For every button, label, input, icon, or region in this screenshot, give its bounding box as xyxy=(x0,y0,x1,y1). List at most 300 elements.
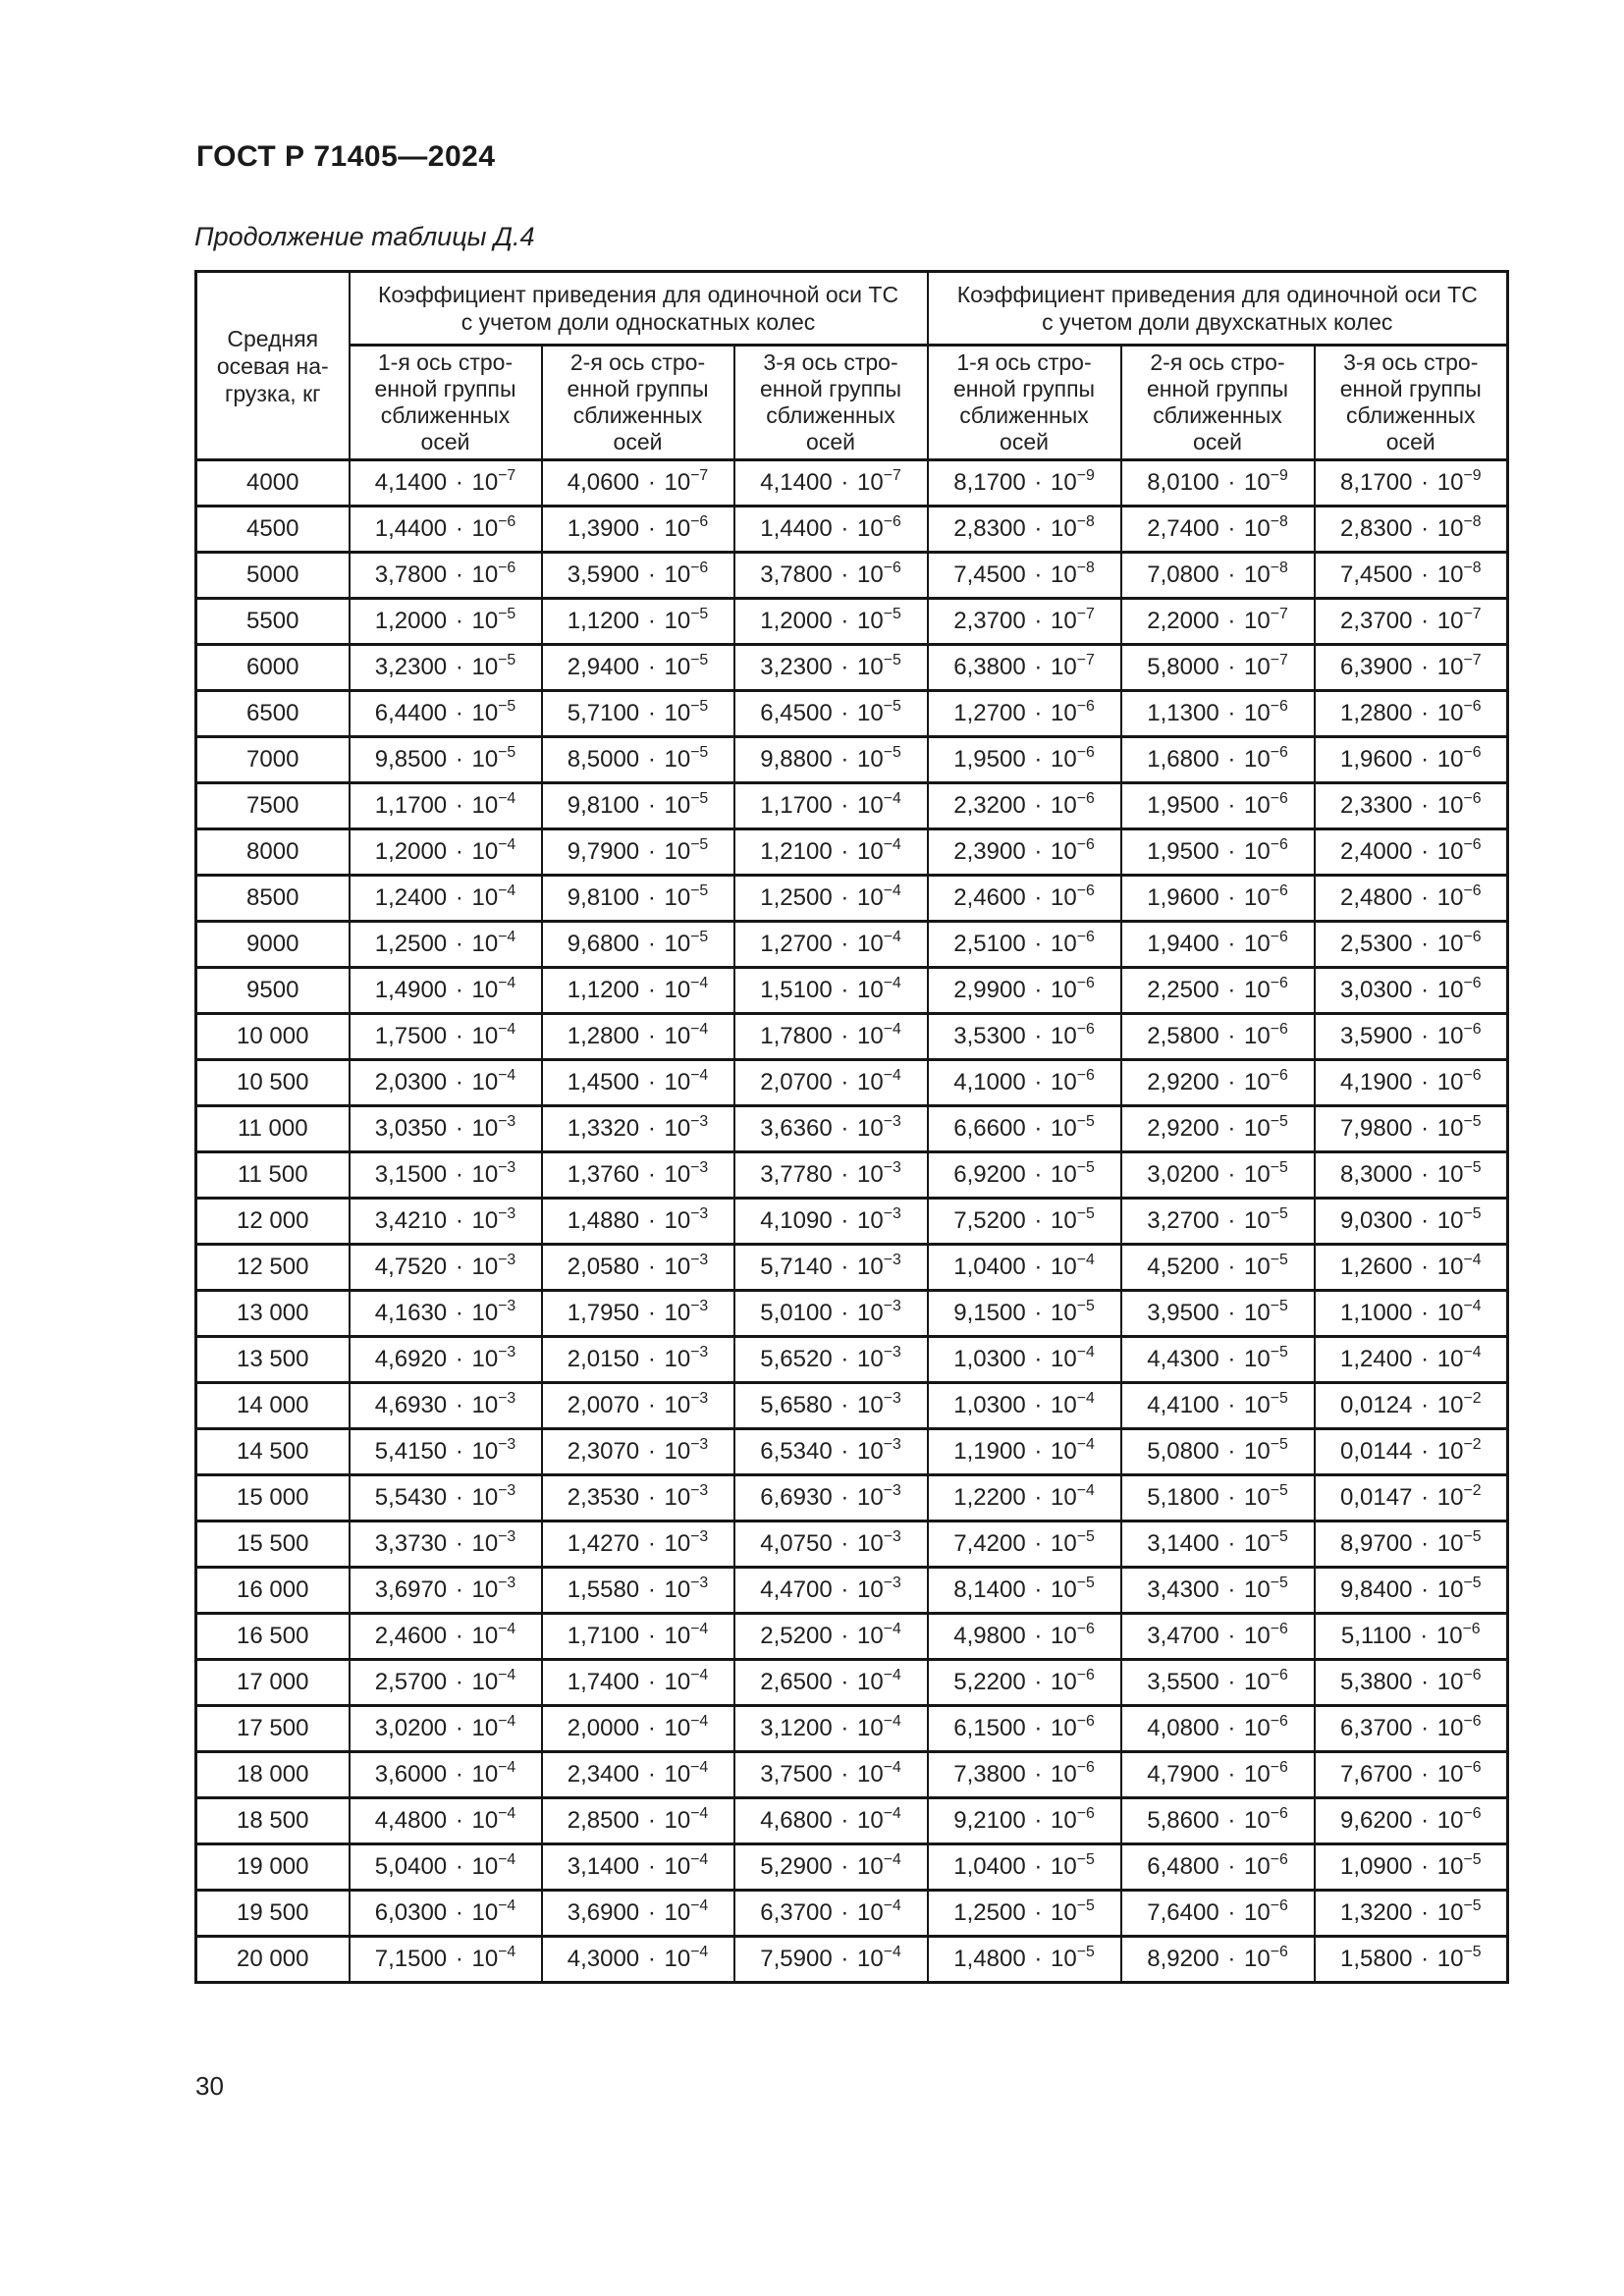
axle-load-cell: 7500 xyxy=(196,783,350,829)
table-row xyxy=(196,1429,1508,1475)
coefficient-cell: $4,1900 \cdot 10^{-6}$ xyxy=(1315,1060,1508,1106)
coefficient-cell: $6,4400 \cdot 10^{-5}$ xyxy=(350,691,542,737)
coefficient-cell: $2,8500 \cdot 10^{-4}$ xyxy=(542,1798,734,1844)
axle-load-cell: 14 500 xyxy=(196,1429,350,1475)
coefficient-cell: $1,2400 \cdot 10^{-4}$ xyxy=(350,876,542,922)
coefficient-cell: $2,5100 \cdot 10^{-6}$ xyxy=(928,922,1121,968)
coefficient-cell: $6,9200 \cdot 10^{-5}$ xyxy=(928,1152,1121,1199)
coefficient-cell: $1,9500 \cdot 10^{-6}$ xyxy=(1121,829,1315,876)
coefficient-cell: $4,3000 \cdot 10^{-4}$ xyxy=(542,1937,734,1983)
axle-load-cell: 15 500 xyxy=(196,1522,350,1568)
header-line: сближенных xyxy=(1153,402,1282,428)
coefficient-cell: $1,1000 \cdot 10^{-4}$ xyxy=(1315,1291,1508,1337)
coefficient-cell: $0,0147 \cdot 10^{-2}$ xyxy=(1315,1475,1508,1522)
group-header-dual-tire xyxy=(928,272,1508,346)
coefficient-cell: $3,7780 \cdot 10^{-3}$ xyxy=(734,1152,928,1199)
coefficient-cell: $7,4500 \cdot 10^{-8}$ xyxy=(1315,553,1508,599)
coefficient-cell: $4,5200 \cdot 10^{-5}$ xyxy=(1121,1245,1315,1291)
coefficient-cell: $1,0400 \cdot 10^{-5}$ xyxy=(928,1844,1121,1891)
coefficient-cell: $8,3000 \cdot 10^{-5}$ xyxy=(1315,1152,1508,1199)
coefficient-cell: $3,1400 \cdot 10^{-4}$ xyxy=(542,1844,734,1891)
axle-load-cell: 8000 xyxy=(196,829,350,876)
header-line: енной группы xyxy=(1146,376,1289,401)
coefficient-cell: $4,1000 \cdot 10^{-6}$ xyxy=(928,1060,1121,1106)
coefficient-cell: $6,3700 \cdot 10^{-6}$ xyxy=(1315,1706,1508,1752)
coefficient-cell: $4,0600 \cdot 10^{-7}$ xyxy=(542,460,734,507)
coefficient-cell: $3,5300 \cdot 10^{-6}$ xyxy=(928,1014,1121,1060)
coefficient-cell: $3,0350 \cdot 10^{-3}$ xyxy=(350,1106,542,1152)
coefficient-cell: $4,4800 \cdot 10^{-4}$ xyxy=(350,1798,542,1844)
coefficient-cell: $8,0100 \cdot 10^{-9}$ xyxy=(1121,460,1315,507)
header-line: осей xyxy=(806,429,855,454)
coefficient-cell: $7,0800 \cdot 10^{-8}$ xyxy=(1121,553,1315,599)
header-line: 2-я ось стро- xyxy=(1150,349,1285,375)
coefficient-cell: $3,7500 \cdot 10^{-4}$ xyxy=(734,1752,928,1798)
coefficient-cell: $9,1500 \cdot 10^{-5}$ xyxy=(928,1291,1121,1337)
coefficient-cell: $3,3730 \cdot 10^{-3}$ xyxy=(350,1522,542,1568)
header-line: 2-я ось стро- xyxy=(569,349,706,375)
coefficient-cell: $8,5000 \cdot 10^{-5}$ xyxy=(542,737,734,783)
coefficient-cell: $4,1630 \cdot 10^{-3}$ xyxy=(350,1291,542,1337)
coefficient-cell: $5,2200 \cdot 10^{-6}$ xyxy=(928,1660,1121,1706)
coefficient-cell: $1,4400 \cdot 10^{-6}$ xyxy=(350,507,542,553)
coefficient-cell: $9,8800 \cdot 10^{-5}$ xyxy=(734,737,928,783)
coefficient-cell: $2,5200 \cdot 10^{-4}$ xyxy=(734,1614,928,1660)
coefficient-cell: $1,7800 \cdot 10^{-4}$ xyxy=(734,1014,928,1060)
coefficient-cell: $2,4800 \cdot 10^{-6}$ xyxy=(1315,876,1508,922)
coefficient-cell: $2,9400 \cdot 10^{-5}$ xyxy=(542,645,734,691)
coefficient-cell: $3,6000 \cdot 10^{-4}$ xyxy=(350,1752,542,1798)
axle-load-cell: 20 000 xyxy=(196,1937,350,1983)
coefficient-cell: $5,5430 \cdot 10^{-3}$ xyxy=(350,1475,542,1522)
coefficient-cell: $1,1900 \cdot 10^{-4}$ xyxy=(928,1429,1121,1475)
coefficient-cell: $9,2100 \cdot 10^{-6}$ xyxy=(928,1798,1121,1844)
coefficient-cell: $2,3530 \cdot 10^{-3}$ xyxy=(542,1475,734,1522)
axle-load-cell: 4000 xyxy=(196,460,350,507)
coefficient-cell: $3,5900 \cdot 10^{-6}$ xyxy=(1315,1014,1508,1060)
coefficient-cell: $7,4200 \cdot 10^{-5}$ xyxy=(928,1522,1121,1568)
coefficient-cell: $1,9600 \cdot 10^{-6}$ xyxy=(1315,737,1508,783)
coefficient-cell: $6,3800 \cdot 10^{-7}$ xyxy=(928,645,1121,691)
coefficient-cell: $1,7100 \cdot 10^{-4}$ xyxy=(542,1614,734,1660)
coefficient-cell: $8,9700 \cdot 10^{-5}$ xyxy=(1315,1522,1508,1568)
coefficient-cell: $3,2700 \cdot 10^{-5}$ xyxy=(1121,1199,1315,1245)
coefficient-cell: $1,7950 \cdot 10^{-3}$ xyxy=(542,1291,734,1337)
coefficient-cell: $6,6600 \cdot 10^{-5}$ xyxy=(928,1106,1121,1152)
axle-load-cell: 10 000 xyxy=(196,1014,350,1060)
coefficient-cell: $1,9500 \cdot 10^{-6}$ xyxy=(1121,783,1315,829)
coefficient-cell: $2,3400 \cdot 10^{-4}$ xyxy=(542,1752,734,1798)
header-line: осей xyxy=(1385,429,1435,454)
table-row xyxy=(196,1752,1508,1798)
header-line: сближенных xyxy=(959,402,1089,428)
coefficient-cell: $5,2900 \cdot 10^{-4}$ xyxy=(734,1844,928,1891)
coefficient-cell: $1,0900 \cdot 10^{-5}$ xyxy=(1315,1844,1508,1891)
table-row xyxy=(196,1383,1508,1429)
axle-load-cell: 14 000 xyxy=(196,1383,350,1429)
table-row xyxy=(196,1291,1508,1337)
header-line: сближенных xyxy=(766,402,895,428)
coefficient-cell: $1,9600 \cdot 10^{-6}$ xyxy=(1121,876,1315,922)
coefficient-cell: $7,3800 \cdot 10^{-6}$ xyxy=(928,1752,1121,1798)
table-row xyxy=(196,1706,1508,1752)
coefficient-cell: $2,8300 \cdot 10^{-8}$ xyxy=(928,507,1121,553)
coefficient-cell: $1,4900 \cdot 10^{-4}$ xyxy=(350,968,542,1014)
coefficient-cell: $3,0300 \cdot 10^{-6}$ xyxy=(1315,968,1508,1014)
axle-load-cell: 5000 xyxy=(196,553,350,599)
coefficient-cell: $8,9200 \cdot 10^{-6}$ xyxy=(1121,1937,1315,1983)
axle-load-cell: 17 000 xyxy=(196,1660,350,1706)
coefficient-cell: $4,6800 \cdot 10^{-4}$ xyxy=(734,1798,928,1844)
axle-load-cell: 8500 xyxy=(196,876,350,922)
coefficient-cell: $1,6800 \cdot 10^{-6}$ xyxy=(1121,737,1315,783)
coefficient-cell: $1,2000 \cdot 10^{-5}$ xyxy=(350,599,542,645)
coefficient-cell: $9,8100 \cdot 10^{-5}$ xyxy=(542,876,734,922)
table-continuation-caption: Продолжение таблицы Д.4 xyxy=(194,222,535,251)
coefficient-cell: $6,1500 \cdot 10^{-6}$ xyxy=(928,1706,1121,1752)
table-row xyxy=(196,553,1508,599)
coefficient-cell: $1,3760 \cdot 10^{-3}$ xyxy=(542,1152,734,1199)
coefficient-cell: $1,2000 \cdot 10^{-4}$ xyxy=(350,829,542,876)
header-line: осевая на- xyxy=(216,352,329,379)
table-row xyxy=(196,922,1508,968)
coefficient-cell: $9,7900 \cdot 10^{-5}$ xyxy=(542,829,734,876)
coefficient-cell: $4,4100 \cdot 10^{-5}$ xyxy=(1121,1383,1315,1429)
coefficient-cell: $2,9900 \cdot 10^{-6}$ xyxy=(928,968,1121,1014)
coefficient-cell: $3,0200 \cdot 10^{-4}$ xyxy=(350,1706,542,1752)
coefficient-cell: $3,4700 \cdot 10^{-6}$ xyxy=(1121,1614,1315,1660)
coefficient-cell: $5,0800 \cdot 10^{-5}$ xyxy=(1121,1429,1315,1475)
header-line: енной группы xyxy=(1339,376,1482,401)
header-line: сближенных xyxy=(572,402,703,428)
coefficient-cell: $4,7520 \cdot 10^{-3}$ xyxy=(350,1245,542,1291)
axle-load-cell: 13 000 xyxy=(196,1291,350,1337)
axle-load-cell: 6500 xyxy=(196,691,350,737)
coefficient-cell: $2,3300 \cdot 10^{-6}$ xyxy=(1315,783,1508,829)
coefficient-cell: $1,5580 \cdot 10^{-3}$ xyxy=(542,1568,734,1614)
coefficient-cell: $1,0300 \cdot 10^{-4}$ xyxy=(928,1383,1121,1429)
table-row xyxy=(196,1060,1508,1106)
coefficient-cell: $9,6800 \cdot 10^{-5}$ xyxy=(542,922,734,968)
coefficient-cell: $2,2500 \cdot 10^{-6}$ xyxy=(1121,968,1315,1014)
table-row xyxy=(196,968,1508,1014)
coefficient-cell: $3,6360 \cdot 10^{-3}$ xyxy=(734,1106,928,1152)
axle-load-cell: 15 000 xyxy=(196,1475,350,1522)
header-line: грузка, кг xyxy=(224,380,321,406)
coefficient-cell: $7,1500 \cdot 10^{-4}$ xyxy=(350,1937,542,1983)
axle-load-cell: 18 500 xyxy=(196,1798,350,1844)
table-row xyxy=(196,1152,1508,1199)
table-row xyxy=(196,876,1508,922)
coefficient-cell: $5,7140 \cdot 10^{-3}$ xyxy=(734,1245,928,1291)
table-header xyxy=(196,272,1508,460)
coefficient-cell: $2,3700 \cdot 10^{-7}$ xyxy=(1315,599,1508,645)
coefficient-cell: $1,2700 \cdot 10^{-4}$ xyxy=(734,922,928,968)
coefficient-cell: $1,7400 \cdot 10^{-4}$ xyxy=(542,1660,734,1706)
coefficient-cell: $5,1800 \cdot 10^{-5}$ xyxy=(1121,1475,1315,1522)
coefficient-cell: $1,4880 \cdot 10^{-3}$ xyxy=(542,1199,734,1245)
table-row xyxy=(196,691,1508,737)
header-line: 1-я ось стро- xyxy=(956,349,1092,375)
coefficient-cell: $3,4300 \cdot 10^{-5}$ xyxy=(1121,1568,1315,1614)
axle-load-cell: 9500 xyxy=(196,968,350,1014)
coefficient-cell: $3,7800 \cdot 10^{-6}$ xyxy=(350,553,542,599)
header-line: осей xyxy=(613,429,663,454)
coefficient-cell: $8,1700 \cdot 10^{-9}$ xyxy=(1315,460,1508,507)
sub-header-axis-3-single xyxy=(734,346,928,460)
header-line: с учетом доли двухскатных колес xyxy=(1042,309,1393,335)
coefficient-cell: $7,6700 \cdot 10^{-6}$ xyxy=(1315,1752,1508,1798)
coefficient-cell: $7,5200 \cdot 10^{-5}$ xyxy=(928,1199,1121,1245)
coefficient-cell: $9,8100 \cdot 10^{-5}$ xyxy=(542,783,734,829)
coefficient-cell: $4,4700 \cdot 10^{-3}$ xyxy=(734,1568,928,1614)
axle-load-cell: 19 500 xyxy=(196,1891,350,1937)
header-line: 3-я ось стро- xyxy=(1343,349,1479,375)
coefficient-cell: $1,1700 \cdot 10^{-4}$ xyxy=(734,783,928,829)
coefficient-cell: $7,5900 \cdot 10^{-4}$ xyxy=(734,1937,928,1983)
table-row xyxy=(196,1522,1508,1568)
coefficient-cell: $3,1500 \cdot 10^{-3}$ xyxy=(350,1152,542,1199)
coefficient-cell: $1,1200 \cdot 10^{-5}$ xyxy=(542,599,734,645)
table-row xyxy=(196,1475,1508,1522)
coefficient-cell: $4,7900 \cdot 10^{-6}$ xyxy=(1121,1752,1315,1798)
axle-load-cell: 17 500 xyxy=(196,1706,350,1752)
coefficient-cell: $4,1400 \cdot 10^{-7}$ xyxy=(734,460,928,507)
table-row xyxy=(196,1660,1508,1706)
header-line: сближенных xyxy=(1346,402,1476,428)
header-line: с учетом доли односкатных колес xyxy=(460,309,816,335)
coefficient-cell: $6,0300 \cdot 10^{-4}$ xyxy=(350,1891,542,1937)
coefficient-cell: $6,4800 \cdot 10^{-6}$ xyxy=(1121,1844,1315,1891)
coefficient-cell: $2,0580 \cdot 10^{-3}$ xyxy=(542,1245,734,1291)
coefficient-cell: $1,4270 \cdot 10^{-3}$ xyxy=(542,1522,734,1568)
coefficient-cell: $4,4300 \cdot 10^{-5}$ xyxy=(1121,1337,1315,1383)
coefficient-cell: $3,2300 \cdot 10^{-5}$ xyxy=(734,645,928,691)
table-row xyxy=(196,1568,1508,1614)
coefficient-cell: $3,6900 \cdot 10^{-4}$ xyxy=(542,1891,734,1937)
coefficient-cell: $3,6970 \cdot 10^{-3}$ xyxy=(350,1568,542,1614)
header-line: 3-я ось стро- xyxy=(763,349,898,375)
coefficient-cell: $5,7100 \cdot 10^{-5}$ xyxy=(542,691,734,737)
coefficient-cell: $4,0800 \cdot 10^{-6}$ xyxy=(1121,1706,1315,1752)
header-line: енной группы xyxy=(759,376,902,401)
table-body xyxy=(196,460,1508,1983)
coefficient-cell: $4,6920 \cdot 10^{-3}$ xyxy=(350,1337,542,1383)
table-row xyxy=(196,1937,1508,1983)
coefficient-cell: $4,1400 \cdot 10^{-7}$ xyxy=(350,460,542,507)
table-row xyxy=(196,599,1508,645)
coefficient-cell: $1,1300 \cdot 10^{-6}$ xyxy=(1121,691,1315,737)
coefficient-cell: $3,4210 \cdot 10^{-3}$ xyxy=(350,1199,542,1245)
coefficient-cell: $2,4000 \cdot 10^{-6}$ xyxy=(1315,829,1508,876)
coefficient-cell: $2,3200 \cdot 10^{-6}$ xyxy=(928,783,1121,829)
coefficient-cell: $6,6930 \cdot 10^{-3}$ xyxy=(734,1475,928,1522)
group-header-single-tire xyxy=(350,272,928,346)
coefficient-cell: $9,8400 \cdot 10^{-5}$ xyxy=(1315,1568,1508,1614)
table-row xyxy=(196,783,1508,829)
coefficient-cell: $2,7400 \cdot 10^{-8}$ xyxy=(1121,507,1315,553)
coefficient-cell: $2,8300 \cdot 10^{-8}$ xyxy=(1315,507,1508,553)
table-row xyxy=(196,645,1508,691)
coefficient-cell: $2,5300 \cdot 10^{-6}$ xyxy=(1315,922,1508,968)
page-number: 30 xyxy=(195,2071,224,2101)
header-line: осей xyxy=(420,429,470,454)
coefficient-cell: $2,0300 \cdot 10^{-4}$ xyxy=(350,1060,542,1106)
coefficient-cell: $2,0150 \cdot 10^{-3}$ xyxy=(542,1337,734,1383)
coefficient-cell: $5,3800 \cdot 10^{-6}$ xyxy=(1315,1660,1508,1706)
axle-load-cell: 18 000 xyxy=(196,1752,350,1798)
table-row xyxy=(196,460,1508,507)
header-line: Средняя xyxy=(227,325,319,351)
coefficient-cell: $1,9400 \cdot 10^{-6}$ xyxy=(1121,922,1315,968)
axle-load-cell: 11 500 xyxy=(196,1152,350,1199)
coefficient-cell: $3,0200 \cdot 10^{-5}$ xyxy=(1121,1152,1315,1199)
coefficient-cell: $7,4500 \cdot 10^{-8}$ xyxy=(928,553,1121,599)
coefficient-cell: $8,1400 \cdot 10^{-5}$ xyxy=(928,1568,1121,1614)
coefficient-cell: $4,9800 \cdot 10^{-6}$ xyxy=(928,1614,1121,1660)
coefficient-cell: $4,6930 \cdot 10^{-3}$ xyxy=(350,1383,542,1429)
coefficient-cell: $3,2300 \cdot 10^{-5}$ xyxy=(350,645,542,691)
coefficient-cell: $1,2600 \cdot 10^{-4}$ xyxy=(1315,1245,1508,1291)
coefficient-cell: $7,6400 \cdot 10^{-6}$ xyxy=(1121,1891,1315,1937)
coefficient-cell: $3,7800 \cdot 10^{-6}$ xyxy=(734,553,928,599)
table-row xyxy=(196,1798,1508,1844)
coefficient-cell: $8,1700 \cdot 10^{-9}$ xyxy=(928,460,1121,507)
axle-load-cell: 19 000 xyxy=(196,1844,350,1891)
table-row xyxy=(196,1614,1508,1660)
coefficient-cell: $1,1200 \cdot 10^{-4}$ xyxy=(542,968,734,1014)
header-line: осей xyxy=(1193,429,1242,454)
coefficient-cell: $2,9200 \cdot 10^{-6}$ xyxy=(1121,1060,1315,1106)
coefficient-cell: $7,9800 \cdot 10^{-5}$ xyxy=(1315,1106,1508,1152)
axle-load-cell: 16 500 xyxy=(196,1614,350,1660)
header-line: Коэффициент приведения для одиночной оси ТС xyxy=(956,282,1478,307)
coefficient-cell: $6,4500 \cdot 10^{-5}$ xyxy=(734,691,928,737)
coefficient-cell: $2,9200 \cdot 10^{-5}$ xyxy=(1121,1106,1315,1152)
coefficient-cell: $2,0070 \cdot 10^{-3}$ xyxy=(542,1383,734,1429)
table-row xyxy=(196,1337,1508,1383)
coefficient-cell: $1,7500 \cdot 10^{-4}$ xyxy=(350,1014,542,1060)
coefficient-cell: $2,3070 \cdot 10^{-3}$ xyxy=(542,1429,734,1475)
coefficient-cell: $3,5900 \cdot 10^{-6}$ xyxy=(542,553,734,599)
axle-load-cell: 12 000 xyxy=(196,1199,350,1245)
coefficient-cell: $2,5800 \cdot 10^{-6}$ xyxy=(1121,1014,1315,1060)
table-row xyxy=(196,1106,1508,1152)
header-line: сближенных xyxy=(380,402,511,428)
coefficient-cell: $3,1200 \cdot 10^{-4}$ xyxy=(734,1706,928,1752)
axle-load-cell: 7000 xyxy=(196,737,350,783)
coefficient-cell: $1,4400 \cdot 10^{-6}$ xyxy=(734,507,928,553)
table-row xyxy=(196,1199,1508,1245)
coefficient-cell: $1,0400 \cdot 10^{-4}$ xyxy=(928,1245,1121,1291)
coefficient-cell: $1,2500 \cdot 10^{-5}$ xyxy=(928,1891,1121,1937)
coefficient-cell: $2,3700 \cdot 10^{-7}$ xyxy=(928,599,1121,645)
coefficient-cell: $1,2500 \cdot 10^{-4}$ xyxy=(734,876,928,922)
coefficient-cell: $5,0100 \cdot 10^{-3}$ xyxy=(734,1291,928,1337)
coefficient-cell: $5,8000 \cdot 10^{-7}$ xyxy=(1121,645,1315,691)
header-line: енной группы xyxy=(567,376,709,401)
coefficient-cell: $1,2500 \cdot 10^{-4}$ xyxy=(350,922,542,968)
axle-load-cell: 11 000 xyxy=(196,1106,350,1152)
sub-header-axis-1-single xyxy=(350,346,542,460)
coefficient-cell: $1,2400 \cdot 10^{-4}$ xyxy=(1315,1337,1508,1383)
coefficient-cell: $5,6520 \cdot 10^{-3}$ xyxy=(734,1337,928,1383)
header-line: осей xyxy=(1000,429,1049,454)
coefficient-cell: $4,1090 \cdot 10^{-3}$ xyxy=(734,1199,928,1245)
table-row xyxy=(196,1014,1508,1060)
coefficient-cell: $1,2100 \cdot 10^{-4}$ xyxy=(734,829,928,876)
coefficient-cell: $1,1700 \cdot 10^{-4}$ xyxy=(350,783,542,829)
coefficient-cell: $0,0124 \cdot 10^{-2}$ xyxy=(1315,1383,1508,1429)
coefficient-cell: $9,6200 \cdot 10^{-6}$ xyxy=(1315,1798,1508,1844)
coefficient-cell: $3,9500 \cdot 10^{-5}$ xyxy=(1121,1291,1315,1337)
table-row xyxy=(196,507,1508,553)
sub-header-axis-2-single xyxy=(542,346,734,460)
header-line: Коэффициент приведения для одиночной оси ТС xyxy=(377,282,899,307)
coefficient-cell: $4,0750 \cdot 10^{-3}$ xyxy=(734,1522,928,1568)
reduction-coefficient-table xyxy=(194,270,1509,1984)
coefficient-cell: $1,2000 \cdot 10^{-5}$ xyxy=(734,599,928,645)
coefficient-cell: $1,2800 \cdot 10^{-4}$ xyxy=(542,1014,734,1060)
axle-load-cell: 9000 xyxy=(196,922,350,968)
axle-load-cell: 13 500 xyxy=(196,1337,350,1383)
coefficient-cell: $5,0400 \cdot 10^{-4}$ xyxy=(350,1844,542,1891)
coefficient-cell: $1,4800 \cdot 10^{-5}$ xyxy=(928,1937,1121,1983)
table-row xyxy=(196,1891,1508,1937)
coefficient-cell: $0,0144 \cdot 10^{-2}$ xyxy=(1315,1429,1508,1475)
axle-load-cell: 6000 xyxy=(196,645,350,691)
sub-header-axis-3-dual xyxy=(1315,346,1508,460)
sub-header-axis-1-dual xyxy=(928,346,1121,460)
coefficient-cell: $5,1100 \cdot 10^{-6}$ xyxy=(1315,1614,1508,1660)
coefficient-cell: $6,3900 \cdot 10^{-7}$ xyxy=(1315,645,1508,691)
sub-header-axis-2-dual xyxy=(1121,346,1315,460)
coefficient-cell: $1,2800 \cdot 10^{-6}$ xyxy=(1315,691,1508,737)
axle-load-cell: 4500 xyxy=(196,507,350,553)
table-row xyxy=(196,1844,1508,1891)
axle-load-cell: 16 000 xyxy=(196,1568,350,1614)
axle-load-column-header xyxy=(196,272,350,460)
coefficient-cell: $1,4500 \cdot 10^{-4}$ xyxy=(542,1060,734,1106)
coefficient-cell: $3,5500 \cdot 10^{-6}$ xyxy=(1121,1660,1315,1706)
coefficient-cell: $1,5100 \cdot 10^{-4}$ xyxy=(734,968,928,1014)
coefficient-cell: $2,0700 \cdot 10^{-4}$ xyxy=(734,1060,928,1106)
coefficient-cell: $9,0300 \cdot 10^{-5}$ xyxy=(1315,1199,1508,1245)
coefficient-cell: $5,8600 \cdot 10^{-6}$ xyxy=(1121,1798,1315,1844)
coefficient-cell: $1,3200 \cdot 10^{-5}$ xyxy=(1315,1891,1508,1937)
table-row xyxy=(196,737,1508,783)
coefficient-cell: $3,1400 \cdot 10^{-5}$ xyxy=(1121,1522,1315,1568)
coefficient-cell: $5,6580 \cdot 10^{-3}$ xyxy=(734,1383,928,1429)
coefficient-cell: $2,0000 \cdot 10^{-4}$ xyxy=(542,1706,734,1752)
header-line: енной группы xyxy=(374,376,516,401)
coefficient-cell: $5,4150 \cdot 10^{-3}$ xyxy=(350,1429,542,1475)
axle-load-cell: 12 500 xyxy=(196,1245,350,1291)
coefficient-cell: $1,9500 \cdot 10^{-6}$ xyxy=(928,737,1121,783)
coefficient-cell: $1,3320 \cdot 10^{-3}$ xyxy=(542,1106,734,1152)
coefficient-cell: $1,2700 \cdot 10^{-6}$ xyxy=(928,691,1121,737)
coefficient-cell: $2,5700 \cdot 10^{-4}$ xyxy=(350,1660,542,1706)
axle-load-cell: 10 500 xyxy=(196,1060,350,1106)
coefficient-cell: $1,0300 \cdot 10^{-4}$ xyxy=(928,1337,1121,1383)
coefficient-cell: $9,8500 \cdot 10^{-5}$ xyxy=(350,737,542,783)
coefficient-cell: $6,5340 \cdot 10^{-3}$ xyxy=(734,1429,928,1475)
coefficient-cell: $2,3900 \cdot 10^{-6}$ xyxy=(928,829,1121,876)
coefficient-cell: $1,3900 \cdot 10^{-6}$ xyxy=(542,507,734,553)
coefficient-cell: $6,3700 \cdot 10^{-4}$ xyxy=(734,1891,928,1937)
coefficient-cell: $2,4600 \cdot 10^{-4}$ xyxy=(350,1614,542,1660)
table-row xyxy=(196,1245,1508,1291)
